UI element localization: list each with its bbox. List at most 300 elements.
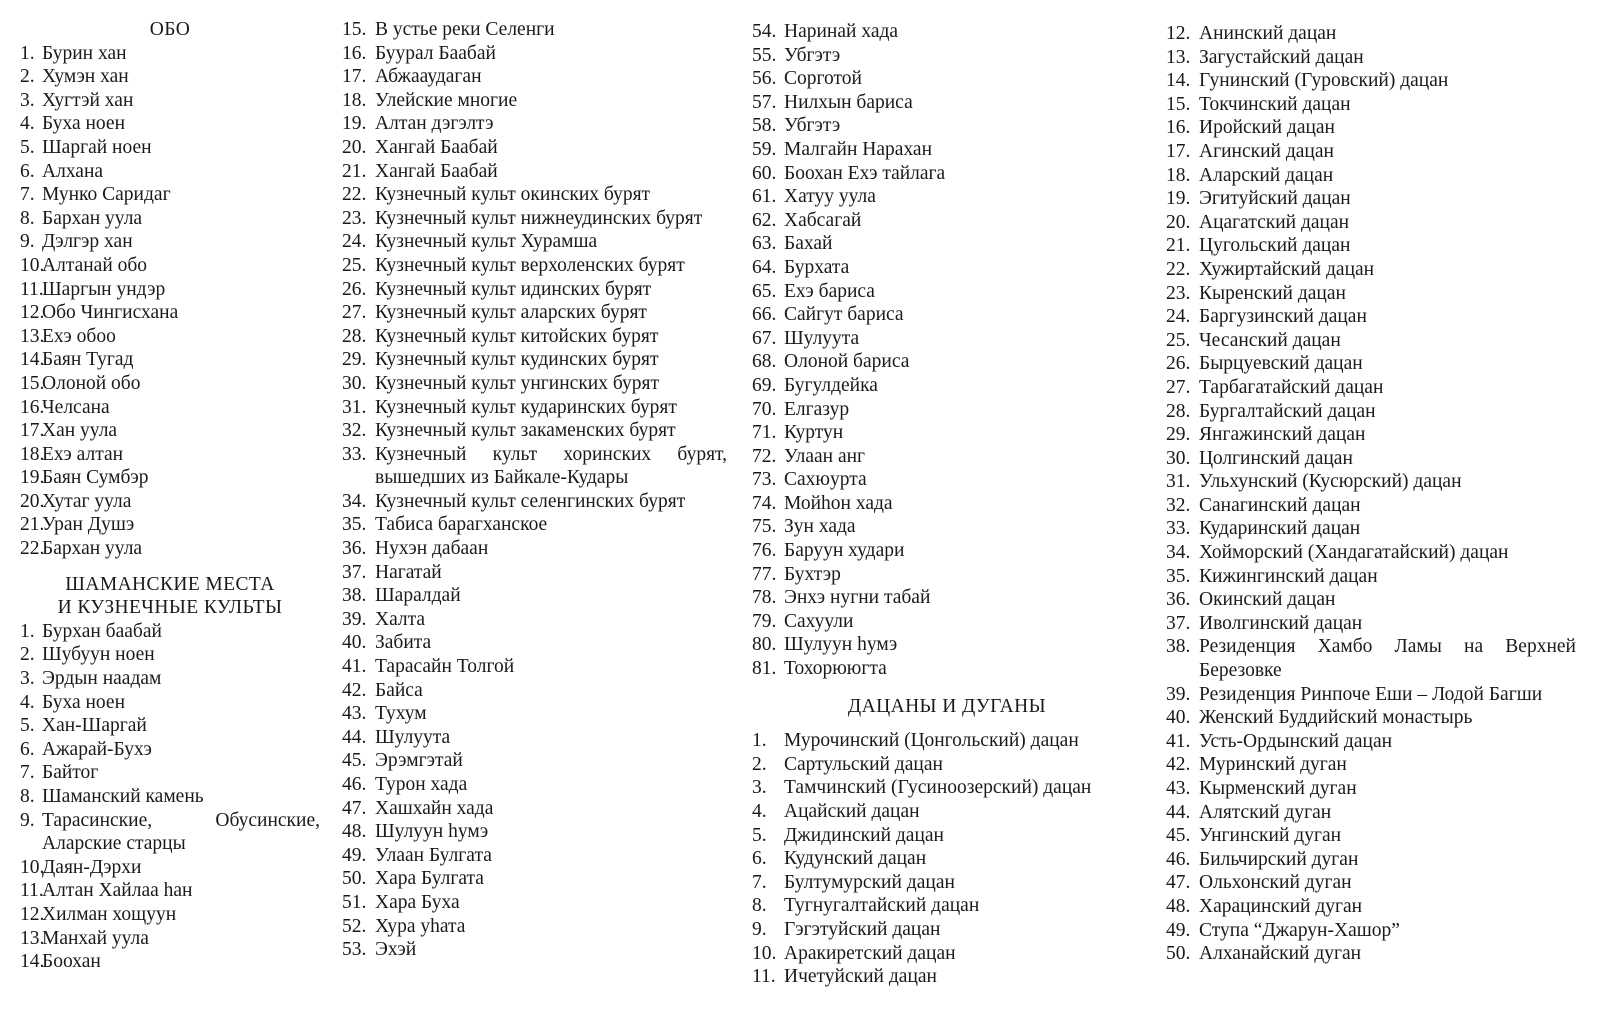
list-item-number: 25. [1166,329,1191,351]
list-item-text: Сахуули [784,610,854,632]
list-item-text: В устье реки Селенги [375,19,555,40]
list-item [20,761,320,785]
list-item-text: Кыренский дацан [1199,282,1346,304]
list-item [1166,848,1576,872]
list-item-text: Кузнечный культ унгинских бурят [375,372,660,394]
list-item-number: 5. [20,715,35,737]
list-item-text: Харацинский дуган [1199,895,1363,917]
list-item-number: 12. [20,302,45,324]
list-item-text: Тохорююгта [784,658,887,680]
column-2 [342,18,727,962]
list-item [20,443,320,467]
list-item-text: Алтан Хайлаа hан [42,880,193,902]
list-item-number: 66. [752,304,777,326]
list-item [752,610,1142,634]
list-item-number: 17. [1166,140,1191,162]
list-item [752,492,1142,516]
list-item-number: 73. [752,469,777,491]
list-item-text: Даян-Дэрхи [42,856,142,878]
list-item [342,726,727,750]
list-item-number: 51. [342,891,367,913]
list-item-text: Токчинский дацан [1199,93,1351,115]
list-item [1166,93,1576,117]
list-item-text: Куртун [784,422,844,444]
list-item-text: Малгайн Нарахан [784,138,933,160]
list-item-number: 13. [1166,46,1191,68]
list-item-number: 70. [752,398,777,420]
list-item-number: 9. [752,918,767,940]
list-item-number: 48. [342,821,367,843]
list-item-text: Шаргай ноен [42,136,152,158]
list-item-number: 7. [752,871,767,893]
list-item-text: Кузнечный культ закаменских бурят [375,420,676,442]
list-item [752,91,1142,115]
list-item [342,42,727,66]
list-item-text: Тарасинские, Обусинские, Аларские старцы [42,809,320,855]
list-item-text: Хан-Шаргай [42,715,147,737]
list-item-text: Кударинский дацан [1199,518,1361,540]
list-item-number: 23. [342,207,367,229]
list-item [1166,69,1576,93]
list-item-text: Сахюурта [784,469,867,491]
list-item-text: Хугтэй хан [42,89,134,111]
list-item-text: Бильчирский дуган [1199,848,1359,870]
list-item-text: Кузнечный культ китойских бурят [375,325,659,347]
obo-list [20,42,320,561]
list-item-number: 4. [752,801,767,822]
list-item-number: 34. [1166,542,1191,564]
list-item [20,396,320,420]
list-item-text: Унгинский дуган [1199,825,1342,847]
list-item-text: Манхай уула [42,927,149,949]
list-item [752,185,1142,209]
list-item-text: Убгэтэ [784,44,841,66]
list-item-number: 50. [1166,943,1191,965]
list-item-number: 38. [342,585,367,607]
list-item [752,633,1142,657]
list-item-number: 71. [752,422,777,444]
list-item-number: 10. [20,254,45,276]
list-item-text: Чесанский дацан [1199,329,1341,351]
list-item [1166,234,1576,258]
list-item-number: 18. [1166,164,1191,186]
list-item-text: Алятский дуган [1199,801,1332,823]
list-item-number: 19. [342,113,367,135]
list-item-number: 39. [342,608,367,630]
list-item-number: 20. [20,490,45,512]
list-item [752,871,1142,895]
list-item-text: Эхэй [375,939,417,961]
list-item-number: 34. [342,490,367,512]
list-item-text: Хан уула [42,420,118,442]
list-item-number: 22. [1166,258,1191,280]
list-item-text: Буурал Баабай [375,42,496,64]
list-item [342,89,727,113]
list-item-text: Бурхата [784,256,850,278]
list-item [342,844,727,868]
list-item [1166,565,1576,589]
list-item-number: 74. [752,492,777,514]
column-4 [1166,22,1576,966]
list-item [20,278,320,302]
list-item [20,372,320,396]
list-item [752,303,1142,327]
list-item [342,820,727,844]
list-item-text: Хутаг уула [42,490,132,512]
list-item [752,280,1142,304]
list-item-number: 6. [20,738,35,760]
list-item-text: Зун хада [784,516,856,538]
list-item-number: 53. [342,939,367,961]
list-item-number: 15. [342,19,367,40]
list-item-text: Муринский дуган [1199,754,1347,776]
list-item-number: 30. [1166,447,1191,469]
list-item-text: Шаргын ундэр [42,278,166,300]
list-item [752,374,1142,398]
list-item-number: 37. [1166,612,1191,634]
list-item-number: 30. [342,372,367,394]
list-item-text: Тарасайн Толгой [375,656,515,678]
list-item-text: Байтог [42,762,99,784]
list-item [1166,400,1576,424]
list-item-text: Улейские многие [375,89,518,111]
list-item-text: Баруун худари [784,540,905,562]
list-item-text: Ичетуйский дацан [784,966,937,988]
list-item [752,445,1142,469]
list-item-text: Аларский дацан [1199,164,1334,186]
list-item-text: Бугулдейка [784,374,878,396]
list-item-number: 46. [1166,848,1191,870]
list-item-number: 3. [20,668,35,690]
list-item-number: 48. [1166,895,1191,917]
list-item-number: 1. [20,620,35,642]
list-item-number: 62. [752,209,777,231]
list-item-number: 14. [20,349,45,371]
list-item [1166,871,1576,895]
list-item-text: Резиденция Хамбо Ламы на Верхней Березовке [1199,636,1576,682]
list-item-number: 16. [20,396,45,418]
list-item [20,950,320,974]
list-item-number: 12. [20,903,45,925]
list-item [1166,730,1576,754]
list-item-text: Мурочинский (Цонгольский) дацан [784,730,1079,752]
column-1 [20,18,320,974]
list-item-text: Боохан Ехэ тайлага [784,162,946,184]
list-item-number: 18. [20,443,45,465]
list-item-number: 31. [1166,471,1191,493]
list-item-text: Баян Сумбэр [42,467,149,489]
list-item-number: 68. [752,351,777,373]
list-item-number: 47. [342,797,367,819]
list-item [20,537,320,561]
list-item [1166,895,1576,919]
list-item [342,679,727,703]
list-item [1166,423,1576,447]
list-item-text: Боохан [42,951,101,973]
list-item [1166,352,1576,376]
list-item [1166,282,1576,306]
list-item [752,468,1142,492]
list-item [342,702,727,726]
list-item-text: Женский Буддийский монастырь [1199,707,1473,729]
list-item [752,256,1142,280]
list-item-text: Эгитуйский дацан [1199,188,1351,210]
list-item [20,301,320,325]
list-item-text: Шулуун hумэ [375,821,489,843]
list-item-text: Нухэн дабаан [375,538,489,560]
list-item-number: 10. [752,942,777,964]
list-item [20,691,320,715]
section-heading-datsan: ДАЦАНЫ И ДУГАНЫ [847,695,1047,717]
list-item [752,539,1142,563]
list-item-text: Гэгэтуйский дацан [784,918,941,940]
list-item [20,879,320,903]
list-item-number: 4. [20,691,35,713]
list-item-number: 1. [20,42,35,64]
list-item-text: Улаан Булгата [375,844,492,866]
list-item [752,44,1142,68]
list-item [752,20,1142,44]
list-item-text: Тугнугалтайский дацан [784,895,980,917]
list-item-number: 20. [342,136,367,158]
list-item-text: Абжааудаган [375,66,482,88]
list-item [752,586,1142,610]
list-item-number: 78. [752,587,777,609]
list-item [342,561,727,585]
list-item-text: Табиса барагханское [375,514,548,536]
list-item-text: Джидинский дацан [784,824,944,846]
list-item-number: 17. [342,66,367,88]
list-item-text: Иволгинский дацан [1199,612,1363,634]
list-item-text: Ажарай-Бухэ [42,738,152,760]
list-item-number: 47. [1166,872,1191,894]
list-item-text: Улаан анг [784,445,866,467]
list-item-text: Бургалтайский дацан [1199,400,1376,422]
list-item-text: Хужиртайский дацан [1199,258,1375,280]
list-item-text: Тамчинский (Гусиноозерский) дацан [784,777,1092,799]
list-item [342,396,727,420]
list-item-number: 25. [342,254,367,276]
list-item [342,584,727,608]
list-item-text: Кудунский дацан [784,848,927,870]
list-item-number: 29. [1166,424,1191,446]
list-item [20,785,320,809]
list-item-text: Бархан уула [42,207,143,229]
list-item-number: 2. [752,753,767,775]
list-item-text: Дэлгэр хан [42,231,133,253]
list-item [1166,824,1576,848]
list-item-text: Алхана [42,160,104,182]
list-item-number: 43. [342,703,367,725]
list-item [1166,164,1576,188]
list-item-text: Кузнечный культ идинских бурят [375,278,652,300]
list-item [752,515,1142,539]
list-item [20,490,320,514]
list-item-number: 32. [1166,494,1191,516]
list-item-number: 45. [1166,825,1191,847]
list-item-text: Бахай [784,233,833,255]
list-item-text: Хура уhата [375,915,466,937]
shaman-list-part-3 [752,20,1142,681]
list-item-text: Хара Булгата [375,868,484,890]
list-item-text: Хангай Баабай [375,136,498,158]
list-item-text: Хилман хощуун [42,903,177,925]
list-item-number: 2. [20,644,35,666]
list-item-number: 8. [20,786,35,807]
list-item-text: Кузнечный культ аларских бурят [375,302,647,324]
list-item-text: Мойhон хада [784,492,893,514]
list-item-number: 23. [1166,282,1191,304]
list-item [20,136,320,160]
list-item [20,65,320,89]
list-item [752,847,1142,871]
list-item-number: 12. [1166,23,1191,44]
list-item-number: 11. [20,880,44,902]
list-item [1166,541,1576,565]
list-item [20,738,320,762]
list-item-text: Уран Душэ [42,514,135,536]
list-item [752,776,1142,800]
list-item-text: Обо Чингисхана [42,302,179,324]
list-item [752,824,1142,848]
list-item-number: 13. [20,325,45,347]
list-item [752,162,1142,186]
list-item-text: Эрэмгэтай [375,750,463,772]
column-3 [752,20,1142,989]
list-item-text: Шаманский камень [42,786,204,807]
list-item [342,65,727,89]
list-item-number: 40. [1166,707,1191,729]
list-item [342,112,727,136]
list-item [20,620,320,644]
list-item-text: Кузнечный культ кударинских бурят [375,396,677,418]
list-item-text: Убгэтэ [784,115,841,137]
list-item [1166,187,1576,211]
list-item [342,490,727,514]
list-item [1166,116,1576,140]
list-item [342,419,727,443]
list-item-number: 20. [1166,211,1191,233]
list-item-number: 19. [20,467,45,489]
list-item [342,631,727,655]
list-item-text: Ступа “Джарун-Хашор” [1199,919,1400,941]
list-item-text: Буха ноен [42,113,125,135]
list-item [20,643,320,667]
list-item-number: 50. [342,868,367,890]
list-item [1166,801,1576,825]
list-item-number: 10. [20,856,45,878]
list-item [342,160,727,184]
list-item [342,797,727,821]
list-item-number: 35. [1166,565,1191,587]
list-item [342,938,727,962]
list-item-text: Гунинский (Гуровский) дацан [1199,70,1449,92]
list-item-number: 42. [342,679,367,701]
list-item-text: Эрдын наадам [42,668,162,690]
list-item [752,894,1142,918]
list-item-number: 41. [1166,730,1191,752]
list-item-text: Буха ноен [42,691,125,713]
list-item-text: Аракиретский дацан [784,942,956,964]
list-item-number: 21. [1166,235,1191,257]
list-item [1166,140,1576,164]
list-item-number: 5. [20,136,35,158]
list-item-text: Забита [375,632,432,654]
list-item [1166,517,1576,541]
shaman-list-part-1 [20,620,320,974]
list-item [752,800,1142,824]
list-item [1166,494,1576,518]
list-item-text: Ацагатский дацан [1199,211,1350,233]
list-item-number: 28. [342,325,367,347]
list-item-number: 24. [1166,306,1191,328]
list-item [342,278,727,302]
list-item [752,67,1142,91]
list-item-number: 72. [752,445,777,467]
list-item-number: 5. [752,824,767,846]
list-item [342,749,727,773]
list-item-text: Турон хада [375,774,468,795]
list-item-number: 57. [752,91,777,113]
list-item-number: 15. [1166,93,1191,115]
list-item-number: 63. [752,233,777,255]
list-item [342,443,727,490]
list-item [1166,329,1576,353]
datsan-list-part-1 [752,729,1142,989]
list-item-number: 49. [1166,919,1191,941]
list-item-number: 80. [752,634,777,656]
list-item [20,42,320,66]
list-item-number: 38. [1166,636,1191,658]
list-item [1166,22,1576,46]
list-item [1166,376,1576,400]
list-item [342,372,727,396]
list-item-number: 1. [752,730,767,752]
list-item-text: Алтан дэгэлтэ [375,113,494,135]
list-item [20,667,320,691]
list-item-number: 61. [752,186,777,208]
list-item-number: 45. [342,750,367,772]
list-item-text: Хабсагай [784,209,862,231]
list-item [1166,942,1576,966]
list-item [342,18,727,42]
list-item [20,183,320,207]
list-item-text: Шулуута [784,327,860,349]
list-item [752,232,1142,256]
list-item-text: Нагатай [375,561,442,583]
list-item-number: 27. [342,302,367,324]
list-item [752,327,1142,351]
list-item-number: 64. [752,256,777,278]
list-item-number: 24. [342,231,367,253]
list-item-text: Хара Буха [375,891,460,913]
list-item [342,183,727,207]
list-item-text: Ехэ бариса [784,280,875,302]
list-item-number: 27. [1166,376,1191,398]
list-item [20,809,320,856]
list-item [342,301,727,325]
list-item [342,867,727,891]
list-item [342,655,727,679]
list-item-text: Хатуу уула [784,186,876,208]
list-item-number: 26. [1166,353,1191,375]
list-item-number: 19. [1166,188,1191,210]
list-item-text: Кузнечный культ селенгинских бурят [375,490,686,512]
list-item-number: 17. [20,420,45,442]
list-item-text: Сартульский дацан [784,753,943,775]
list-item [342,773,727,797]
list-item [20,325,320,349]
